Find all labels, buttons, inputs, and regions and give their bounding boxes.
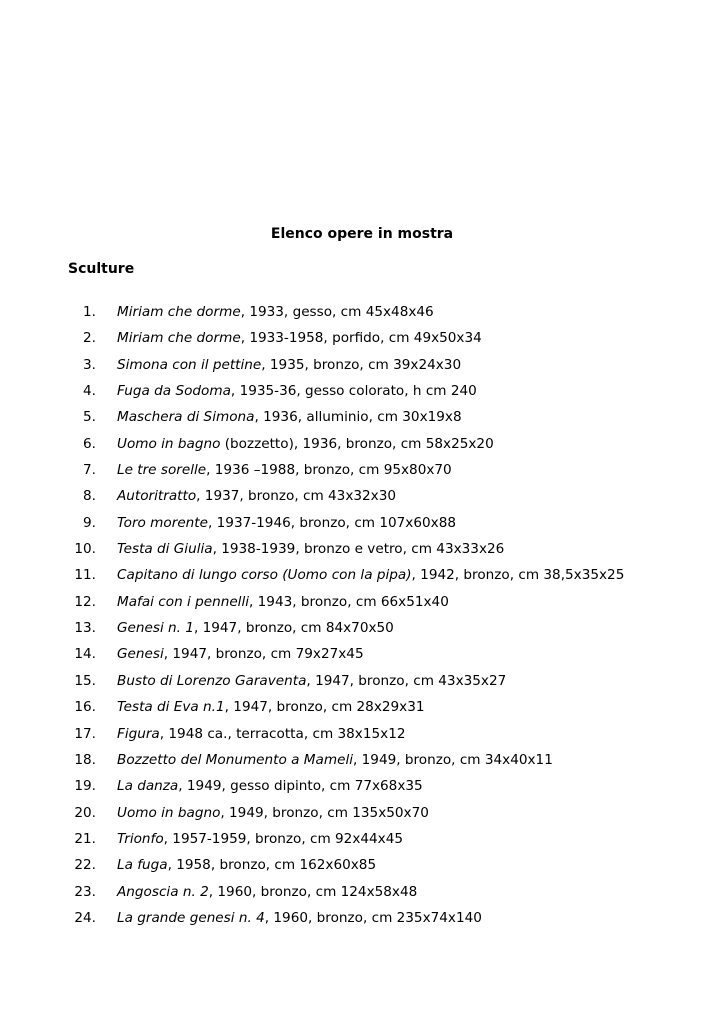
list-item-text [117,328,482,348]
work-title: La danza [117,778,179,795]
list-item-number: 6. [83,435,96,452]
work-title: Fuga da Sodoma [117,383,231,400]
work-details: , 1948 ca., terracotta, cm 38x15x12 [159,725,406,742]
list-item-text [117,381,477,401]
work-details: , 1949, bronzo, cm 135x50x70 [220,804,429,821]
list-item-number: 7. [83,462,96,479]
list-item-text [117,724,406,744]
list-item-text [117,855,376,875]
work-details: , 1937-1946, bronzo, cm 107x60x88 [208,514,456,531]
list-item-text [117,644,364,664]
list-item-number: 10. [74,541,96,558]
list-item-text [117,592,449,612]
work-details: , 1942, bronzo, cm 38,5x35x25 [411,567,625,584]
list-item-text [117,803,429,823]
list-item-text [117,776,423,796]
list-item-text [117,460,452,480]
work-title: La grande genesi n. 4 [117,909,265,926]
work-details: , 1947, bronzo, cm 28x29x31 [224,699,425,716]
work-details: , 1958, bronzo, cm 162x60x85 [167,857,377,874]
list-item-text [117,697,425,717]
work-details: , 1947, bronzo, cm 43x35x27 [306,672,507,689]
work-title: Testa di Giulia [117,541,213,558]
list-item-number: 13. [74,620,96,637]
list-item-text [117,434,494,454]
list-item-text [117,486,396,506]
list-item-number: 9. [83,514,96,531]
work-details: , 1936 –1988, bronzo, cm 95x80x70 [206,462,452,479]
list-item-text [117,539,504,559]
work-details: , 1937, bronzo, cm 43x32x30 [196,488,397,505]
page-title: Elenco opere in mostra [270,226,454,242]
work-title: La fuga [117,857,168,874]
work-title: Autoritratto [117,488,197,505]
work-details: , 1957-1959, bronzo, cm 92x44x45 [163,830,404,847]
work-title: Mafai con i pennelli [117,593,250,610]
list-item-text [117,671,506,691]
work-details: , 1943, bronzo, cm 66x51x40 [249,593,449,610]
work-title: Testa di Eva n.1 [117,699,225,716]
list-item-number: 24. [74,909,96,926]
list-item-number: 2. [83,330,96,347]
work-title: Trionfo [117,830,164,847]
work-title: Toro morente [117,514,208,531]
list-item-number: 18. [74,751,96,768]
list-item-text [117,513,456,533]
list-item-number: 15. [74,672,96,689]
list-item-number: 4. [83,383,96,400]
work-title: Le tre sorelle [117,462,207,479]
work-title: Figura [117,725,160,742]
work-details: , 1960, bronzo, cm 235x74x140 [264,909,482,926]
list-item-text [117,829,403,849]
list-item-number: 22. [74,857,96,874]
list-item-text [117,750,553,770]
work-title: Angoscia n. 2 [117,883,209,900]
work-details: , 1960, bronzo, cm 124x58x48 [208,883,418,900]
work-details: , 1933-1958, porfido, cm 49x50x34 [240,330,482,347]
work-title: Maschera di Simona [117,409,255,426]
work-details: , 1935, bronzo, cm 39x24x30 [261,356,462,373]
list-item-text [117,565,624,585]
work-details: , 1947, bronzo, cm 79x27x45 [163,646,364,663]
list-item-number: 12. [74,593,96,610]
list-item-text [117,618,394,638]
list-item-text [117,302,434,322]
work-title: Uomo in bagno [117,435,221,452]
work-title: Bozzetto del Monumento a Mameli [117,751,353,768]
work-details: , 1947, bronzo, cm 84x70x50 [193,620,394,637]
list-item-text [117,355,461,375]
work-title: Genesi n. 1 [117,620,194,637]
work-title: Uomo in bagno [117,804,221,821]
list-item-number: 21. [74,830,96,847]
list-item-text [117,882,417,902]
work-title: Genesi [117,646,164,663]
work-title: Miriam che dorme [117,304,241,320]
list-item-text [117,407,462,427]
list-item-number: 11. [74,567,96,584]
list-item-number: 3. [83,356,96,373]
list-item-number: 8. [83,488,96,505]
list-item-number: 19. [74,778,96,795]
work-title: Simona con il pettine [117,356,262,373]
section-heading: Sculture [68,261,135,277]
list-item-number: 1. [83,304,96,320]
list-item-text [117,908,482,928]
work-details: , 1949, bronzo, cm 34x40x11 [353,751,553,768]
list-item-number: 23. [74,883,96,900]
work-title: Capitano di lungo corso (Uomo con la pipa) [117,567,412,584]
work-details: , 1938-1939, bronzo e vetro, cm 43x33x26 [212,541,505,558]
list-item-number: 20. [74,804,96,821]
list-item-number: 17. [74,725,96,742]
work-details: , 1936, alluminio, cm 30x19x8 [254,409,462,426]
work-details: , 1949, gesso dipinto, cm 77x68x35 [178,778,423,795]
list-item-number: 16. [74,699,96,716]
work-details: , 1935-36, gesso colorato, h cm 240 [230,383,477,400]
list-item-number: 5. [83,409,96,426]
work-title: Miriam che dorme [117,330,241,347]
work-title: Busto di Lorenzo Garaventa [117,672,307,689]
list-item-number: 14. [74,646,96,663]
work-details: , 1933, gesso, cm 45x48x46 [240,304,434,320]
work-details: (bozzetto), 1936, bronzo, cm 58x25x20 [220,435,494,452]
